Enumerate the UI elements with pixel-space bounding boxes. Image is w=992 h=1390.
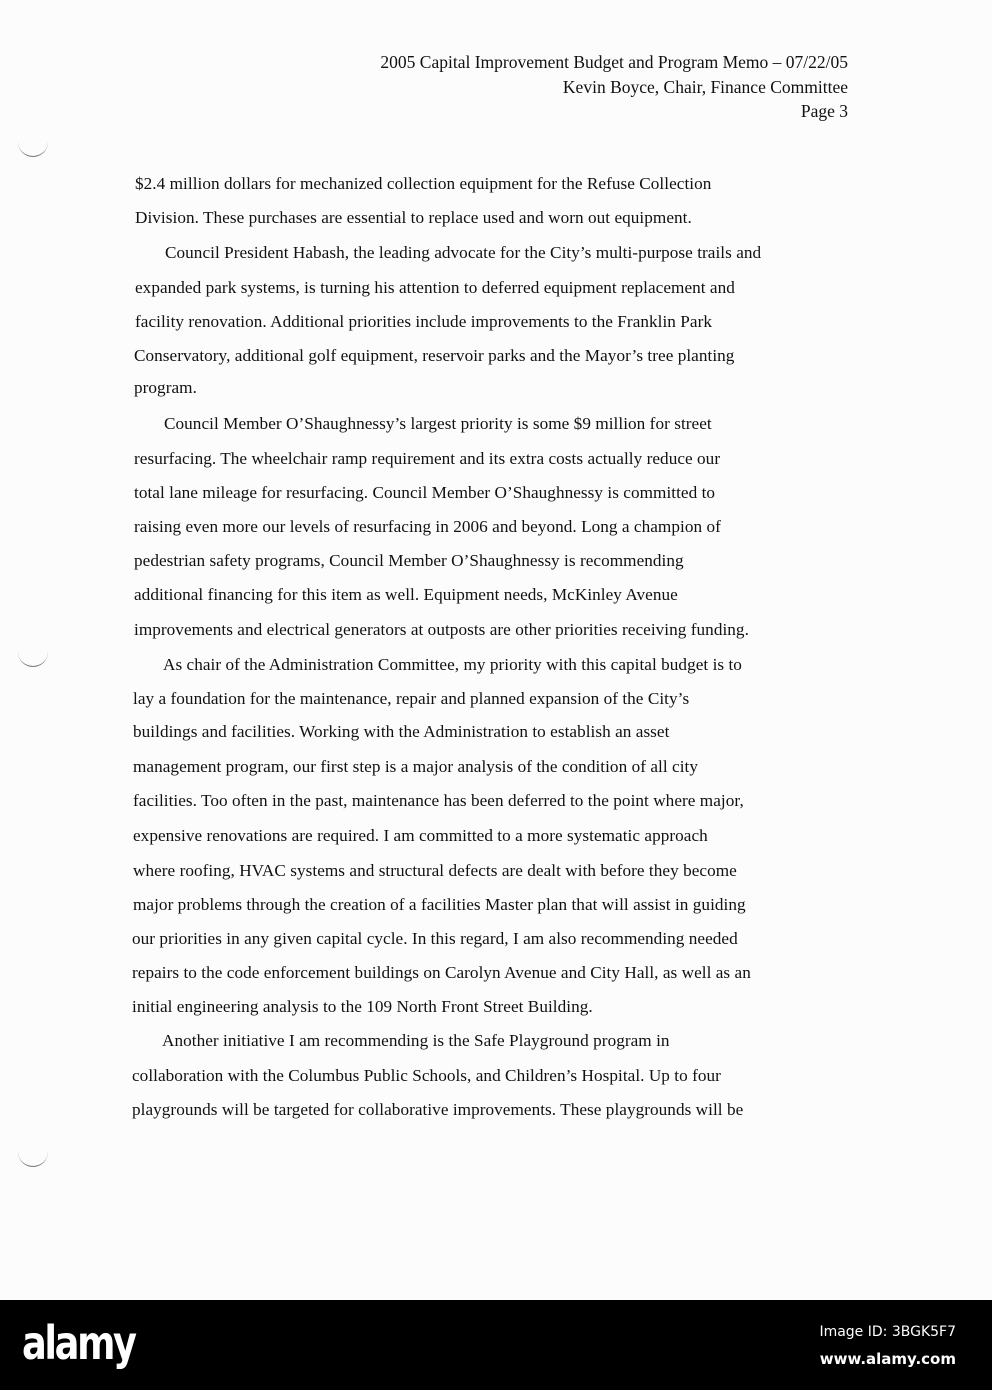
text-line: Council President Habash, the leading advocate for the City’s multi-purpose trails and <box>165 243 762 262</box>
text-line: expensive renovations are required. I am committed to a more systematic approach <box>133 826 708 845</box>
text-line: additional financing for this item as well. Equipment needs, McKinley Avenue <box>134 585 678 604</box>
text-line: repairs to the code enforcement buildings on Carolyn Avenue and City Hall, as well as an <box>132 963 751 982</box>
text-line: Another initiative I am recommending is the Safe Playground program in <box>162 1031 670 1050</box>
memo-title: 2005 Capital Improvement Budget and Program Memo – 07/22/05 <box>380 52 848 72</box>
text-line: expanded park systems, is turning his attention to deferred equipment replacement and <box>135 278 735 297</box>
text-line: $2.4 million dollars for mechanized collection equipment for the Refuse Collection <box>135 174 712 193</box>
text-line: initial engineering analysis to the 109 North Front Street Building. <box>132 997 593 1016</box>
text-line: program. <box>134 378 197 397</box>
text-line: facilities. Too often in the past, maintenance has been deferred to the point where major, <box>133 791 744 810</box>
text-line: raising even more our levels of resurfacing in 2006 and beyond. Long a champion of <box>134 517 721 536</box>
alamy-logo: alamy <box>22 1316 135 1370</box>
text-line: lay a foundation for the maintenance, repair and planned expansion of the City’s <box>133 689 690 708</box>
text-line: Division. These purchases are essential to replace used and worn out equipment. <box>135 208 692 227</box>
text-line: where roofing, HVAC systems and structural defects are dealt with before they become <box>133 861 737 880</box>
watermark-footer <box>0 1300 992 1390</box>
text-line: Conservatory, additional golf equipment, reservoir parks and the Mayor’s tree planting <box>134 346 735 365</box>
binder-hole-icon <box>18 1150 48 1167</box>
text-line: Council Member O’Shaughnessy’s largest priority is some $9 million for street <box>164 414 712 433</box>
text-line: collaboration with the Columbus Public Schools, and Children’s Hospital. Up to four <box>132 1066 721 1085</box>
text-line: improvements and electrical generators at outposts are other priorities receiving funding. <box>134 620 749 639</box>
image-id: Image ID: 3BGK5F7 <box>819 1324 956 1340</box>
text-line: pedestrian safety programs, Council Member O’Shaughnessy is recommending <box>134 551 684 570</box>
site-url[interactable]: www.alamy.com <box>819 1350 956 1368</box>
text-line: major problems through the creation of a facilities Master plan that will assist in guiding <box>133 895 746 914</box>
page-number: Page 3 <box>800 101 848 121</box>
binder-hole-icon <box>18 650 48 667</box>
binder-hole-icon <box>18 140 48 157</box>
text-line: total lane mileage for resurfacing. Council Member O’Shaughnessy is committed to <box>134 483 716 502</box>
text-line: facility renovation. Additional priorities include improvements to the Franklin Park <box>135 312 713 331</box>
text-line: playgrounds will be targeted for collaborative improvements. These playgrounds will be <box>132 1100 744 1119</box>
text-line: our priorities in any given capital cycle. In this regard, I am also recommending needed <box>132 929 738 948</box>
text-line: buildings and facilities. Working with the Administration to establish an asset <box>133 722 670 741</box>
text-line: resurfacing. The wheelchair ramp requirement and its extra costs actually reduce our <box>134 449 721 468</box>
text-line: management program, our first step is a major analysis of the condition of all city <box>133 757 698 776</box>
memo-author: Kevin Boyce, Chair, Finance Committee <box>562 77 848 97</box>
text-line: As chair of the Administration Committee, my priority with this capital budget is to <box>163 655 742 674</box>
